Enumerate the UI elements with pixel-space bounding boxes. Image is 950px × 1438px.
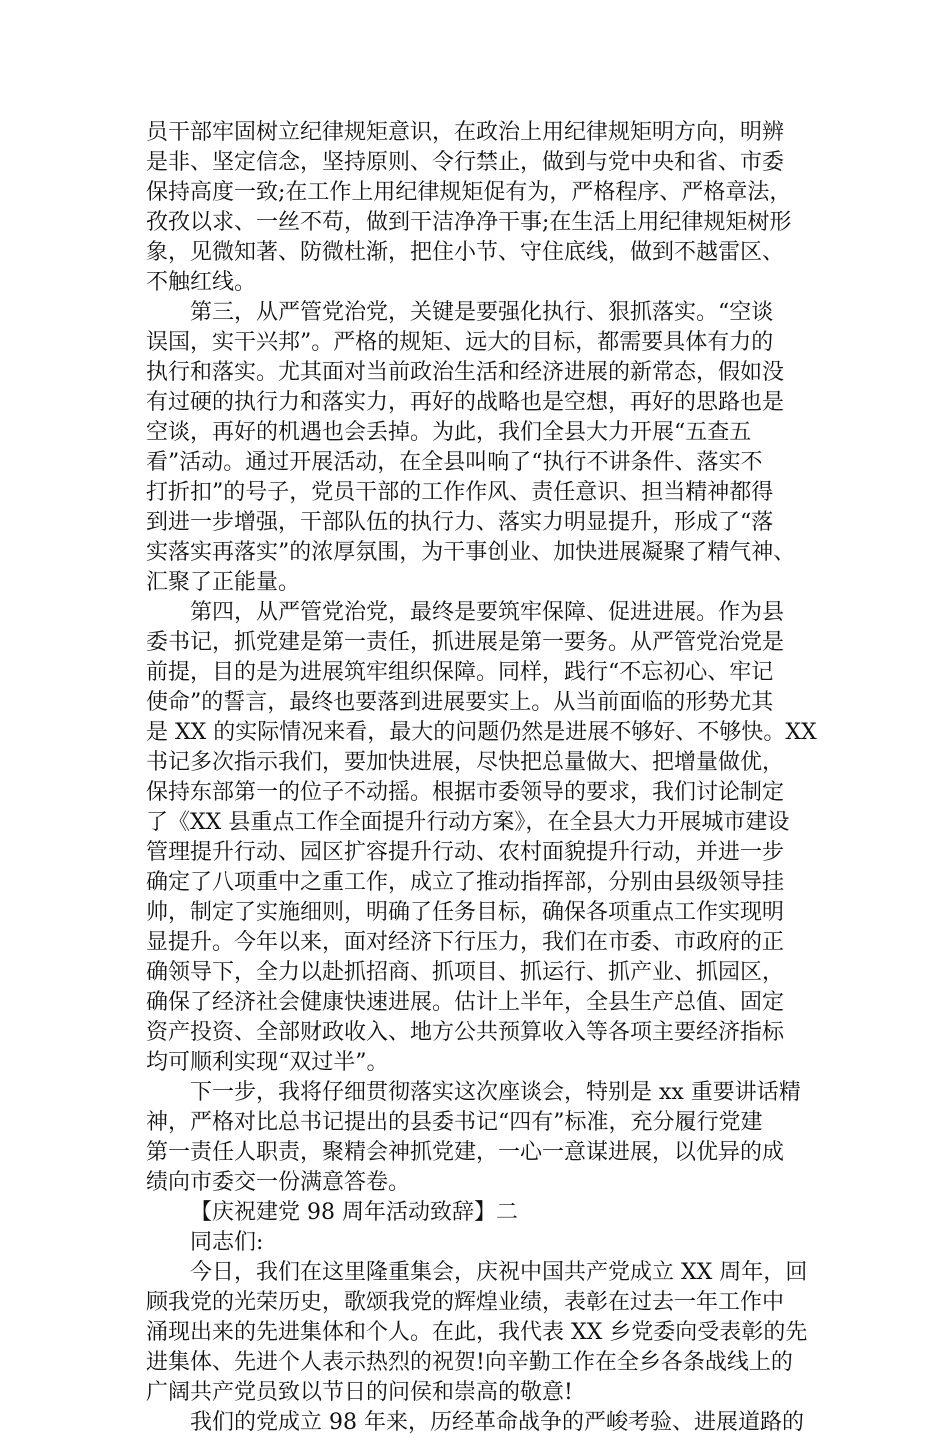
text-line: 顾我党的光荣历史，歌颂我党的辉煌业绩，表彰在过去一年工作中	[146, 1290, 785, 1315]
text-line: 管理提升行动、园区扩容提升行动、农村面貌提升行动，并进一步	[146, 840, 785, 865]
text-line: 资产投资、全部财政收入、地方公共预算收入等各项主要经济指标	[146, 1020, 785, 1045]
text-line: 第一责任人职责，聚精会神抓党建，一心一意谋进展，以优异的成	[146, 1140, 785, 1165]
text-line: 使命”的誓言，最终也要落到进展要实上。从当前面临的形势尤其	[146, 690, 774, 715]
text-line: 保持东部第一的位子不动摇。根据市委领导的要求，我们讨论制定	[146, 780, 785, 805]
text-line: 不触红线。	[146, 270, 257, 295]
text-line: 涌现出来的先进集体和个人。在此，我代表 XX 乡党委向受表彰的先	[146, 1320, 808, 1345]
text-line: 进集体、先进个人表示热烈的祝贺!向辛勤工作在全乡各条战线上的	[146, 1350, 793, 1375]
text-line: 前提，目的是为进展筑牢组织保障。同样，践行“不忘初心、牢记	[146, 660, 774, 685]
text-line: 神，严格对比总书记提出的县委书记“四有”标准，充分履行党建	[146, 1110, 763, 1135]
text-line: 均可顺利实现“双过半”。	[146, 1050, 389, 1075]
salutation: 同志们:	[190, 1230, 264, 1255]
text-line: 实落实再落实”的浓厚氛围，为干事创业、加快进展凝聚了精气神、	[146, 540, 796, 565]
text-line: 帅，制定了实施细则，明确了任务目标，确保各项重点工作实现明	[146, 900, 785, 925]
text-line: 了《XX 县重点工作全面提升行动方案》，在全县大力开展城市建设	[146, 810, 790, 835]
text-line: 空谈，再好的机遇也会丢掉。为此，我们全县大力开展“五查五	[146, 420, 752, 445]
text-line: 委书记，抓党建是第一责任，抓进展是第一要务。从严管党治党是	[146, 630, 785, 655]
section-heading: 【庆祝建党 98 周年活动致辞】二	[190, 1200, 518, 1225]
text-line: 到进一步增强，干部队伍的执行力、落实力明显提升，形成了“落	[146, 510, 774, 535]
text-line: 汇聚了正能量。	[146, 570, 301, 595]
paragraph-start-line: 下一步，我将仔细贯彻落实这次座谈会，特别是 xx 重要讲话精	[190, 1080, 801, 1105]
text-line: 孜孜以求、一丝不苟，做到干洁净净干事;在生活上用纪律规矩树形	[146, 210, 792, 235]
text-line: 看”活动。通过开展活动，在全县叫响了“执行不讲条件、落实不	[146, 450, 763, 475]
text-line: 执行和落实。尤其面对当前政治生活和经济进展的新常态，假如没	[146, 360, 785, 385]
paragraph-start-line: 我们的党成立 98 年来，历经革命战争的严峻考验、进展道路的	[190, 1410, 804, 1435]
text-line: 打折扣”的号子，党员干部的工作作风、责任意识、担当精神都得	[146, 480, 774, 505]
text-line: 书记多次指示我们，要加快进展，尽快把总量做大、把增量做优，	[146, 750, 785, 775]
text-line: 确领导下，全力以赴抓招商、抓项目、抓运行、抓产业、抓园区，	[146, 960, 785, 985]
text-line: 绩向市委交一份满意答卷。	[146, 1170, 411, 1195]
text-line: 显提升。今年以来，面对经济下行压力，我们在市委、市政府的正	[146, 930, 785, 955]
text-line: 确保了经济社会健康快速进展。估计上半年，全县生产总值、固定	[146, 990, 785, 1015]
text-line: 误国，实干兴邦”。严格的规矩、远大的目标，都需要具体有力的	[146, 330, 774, 355]
text-line: 保持高度一致;在工作上用纪律规矩促有为，严格程序、严格章法，	[146, 180, 792, 205]
paragraph-start-line: 第三，从严管党治党，关键是要强化执行、狠抓落实。“空谈	[190, 300, 774, 325]
document-body	[146, 118, 826, 1438]
text-line: 有过硬的执行力和落实力，再好的战略也是空想，再好的思路也是	[146, 390, 785, 415]
text-line: 广阔共产党员致以节日的问侯和崇高的敬意!	[146, 1380, 573, 1405]
text-line: 是非、坚定信念，坚持原则、令行禁止，做到与党中央和省、市委	[146, 150, 785, 175]
paragraph-start-line: 今日，我们在这里隆重集会，庆祝中国共产党成立 XX 周年，回	[190, 1260, 808, 1285]
text-line: 确定了八项重中之重工作，成立了推动指挥部，分别由县级领导挂	[146, 870, 785, 895]
paragraph-start-line: 第四，从严管党治党，最终是要筑牢保障、促进进展。作为县	[190, 600, 785, 625]
text-line: 员干部牢固树立纪律规矩意识，在政治上用纪律规矩明方向，明辨	[146, 120, 785, 145]
text-line: 象，见微知著、防微杜渐，把住小节、守住底线，做到不越雷区、	[146, 240, 785, 265]
text-line: 是 XX 的实际情况来看，最大的问题仍然是进展不够好、不够快。XX	[146, 720, 817, 745]
